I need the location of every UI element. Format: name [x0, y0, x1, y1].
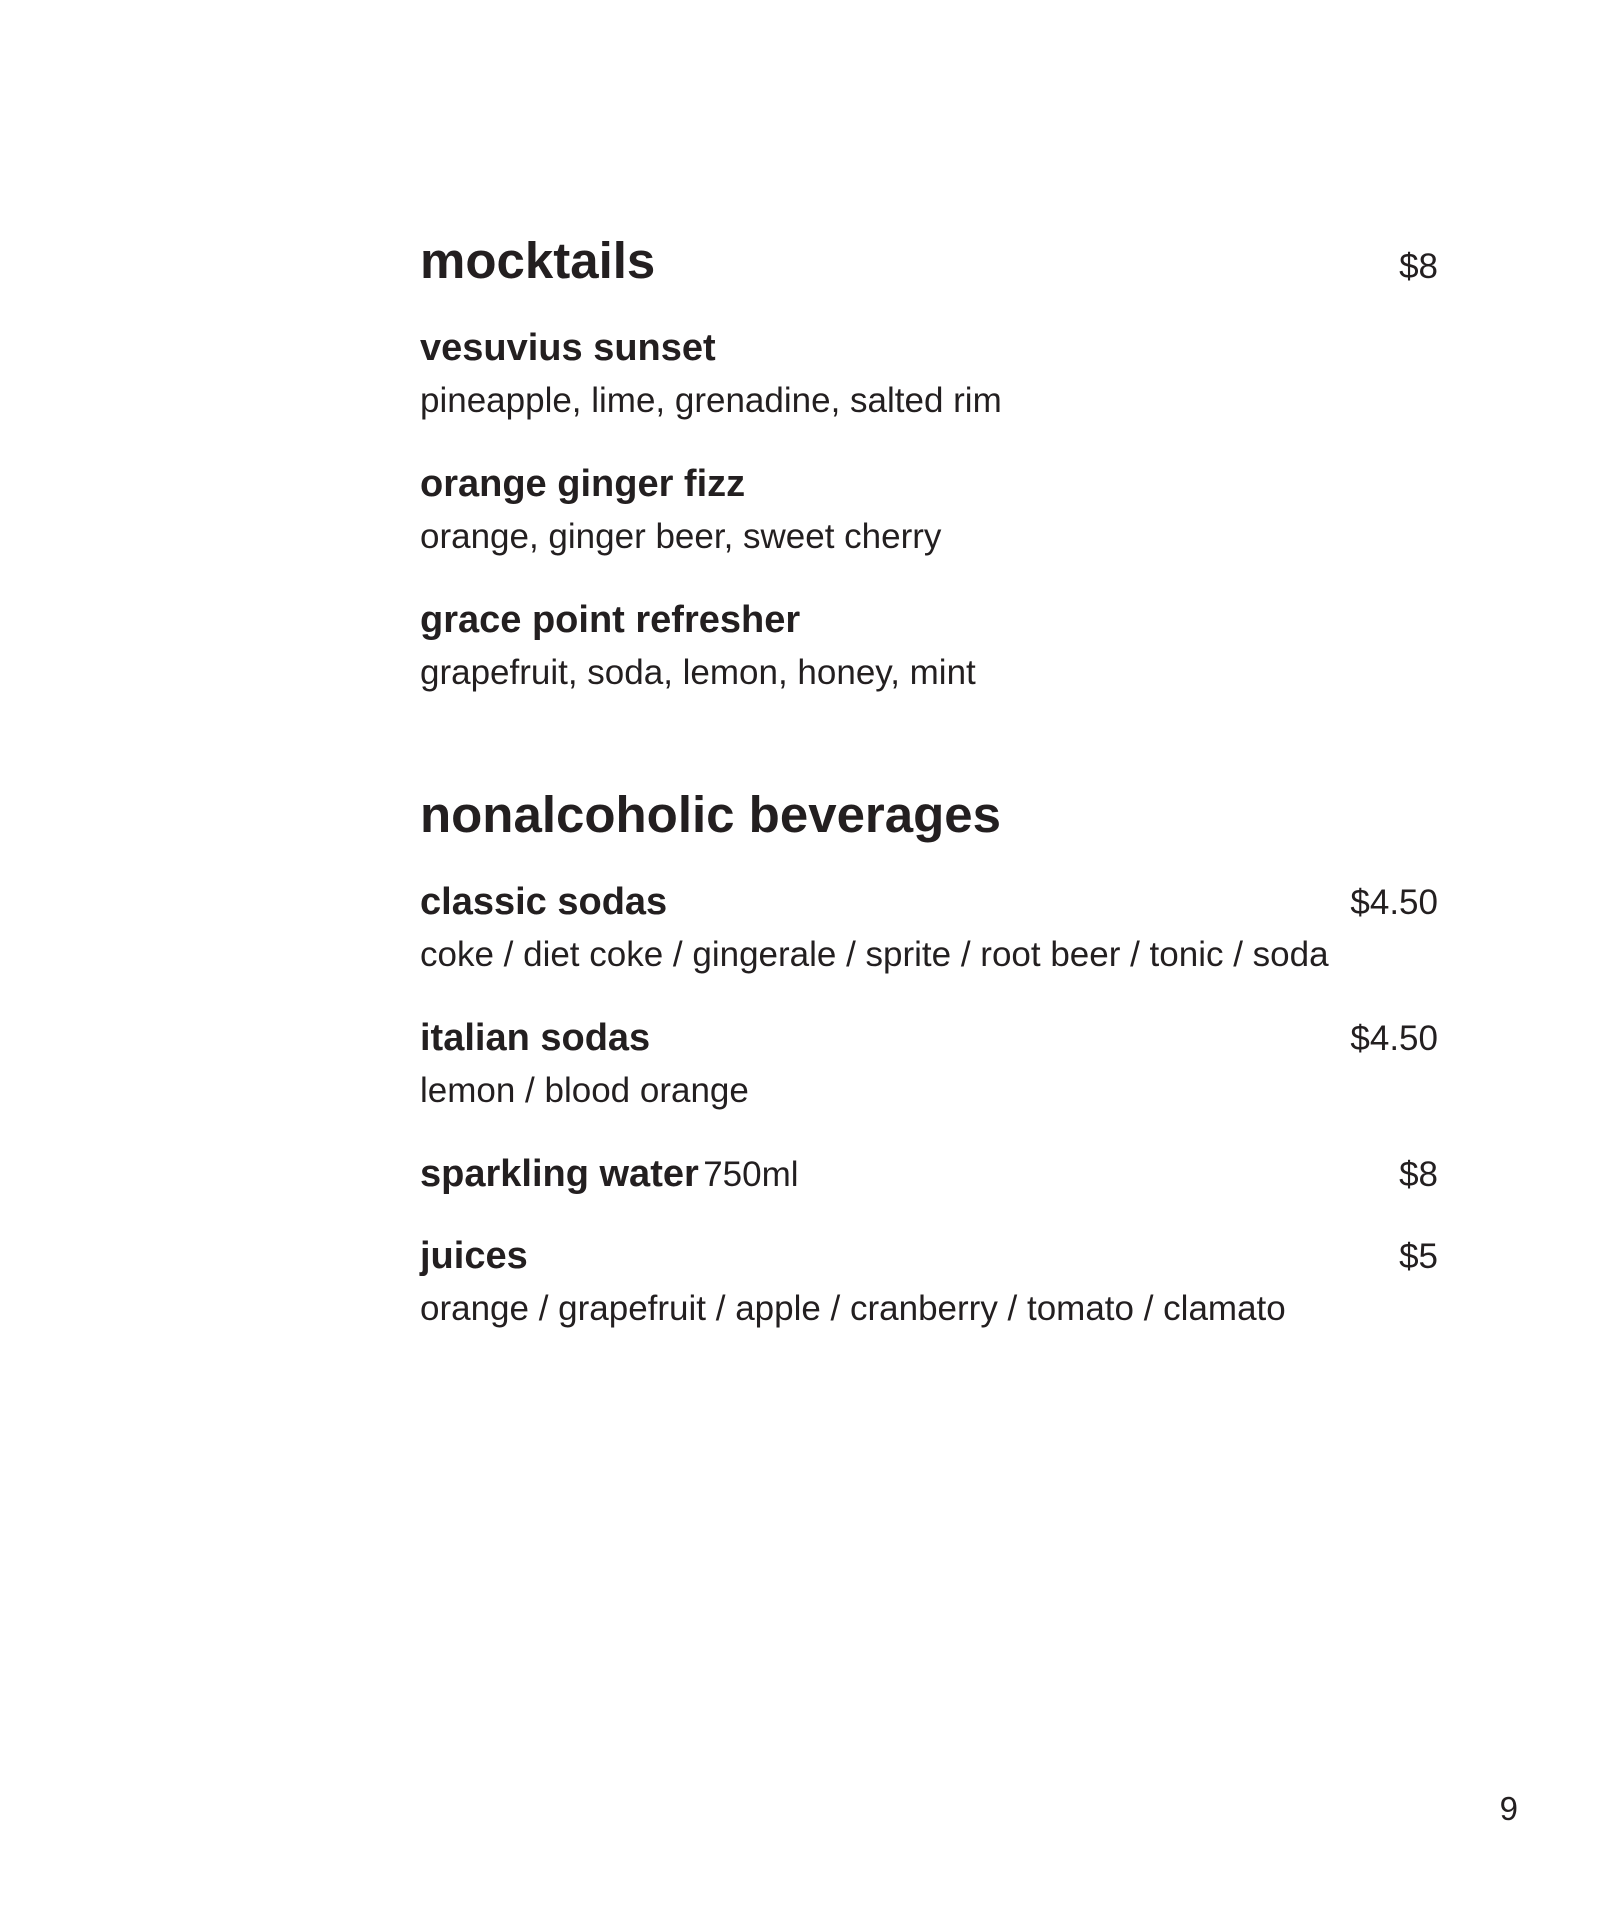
section-header: [420, 226, 1438, 296]
item-price: $5: [1399, 1237, 1438, 1276]
section-header: [420, 780, 1438, 850]
section-nonalcoholic-beverages: [420, 780, 1438, 1334]
menu-item: [420, 1150, 1438, 1198]
item-price: $8: [1399, 1155, 1438, 1194]
section-title: mocktails: [420, 232, 656, 289]
section-title: nonalcoholic beverages: [420, 786, 1002, 843]
section-price: $8: [1399, 247, 1438, 286]
item-price: $4.50: [1350, 1019, 1438, 1058]
item-size-note: 750ml: [703, 1155, 799, 1194]
item-name: italian sodas: [420, 1017, 651, 1059]
menu-item: [420, 596, 1438, 698]
item-price: $4.50: [1350, 883, 1438, 922]
page-number: 9: [1499, 1790, 1518, 1827]
item-description: orange, ginger beer, sweet cherry: [420, 517, 942, 556]
item-description: orange / grapefruit / apple / cranberry / tomato / clamato: [420, 1289, 1286, 1328]
menu-item: [420, 1232, 1438, 1334]
menu-content: [420, 226, 1438, 1368]
menu-item: [420, 324, 1438, 426]
item-description: coke / diet coke / gingerale / sprite / root beer / tonic / soda: [420, 935, 1329, 974]
menu-item: [420, 1014, 1438, 1116]
item-description: pineapple, lime, grenadine, salted rim: [420, 381, 1002, 420]
item-description: lemon / blood orange: [420, 1071, 749, 1110]
item-description: grapefruit, soda, lemon, honey, mint: [420, 653, 976, 692]
item-name: juices: [420, 1235, 528, 1277]
item-name: grace point refresher: [420, 599, 801, 641]
item-name: sparkling water: [420, 1153, 699, 1195]
item-name-group: [420, 1150, 799, 1198]
menu-item: [420, 460, 1438, 562]
section-mocktails: [420, 226, 1438, 698]
item-name: orange ginger fizz: [420, 463, 746, 505]
item-name: vesuvius sunset: [420, 327, 716, 369]
item-name: classic sodas: [420, 881, 668, 923]
menu-item: [420, 878, 1438, 980]
